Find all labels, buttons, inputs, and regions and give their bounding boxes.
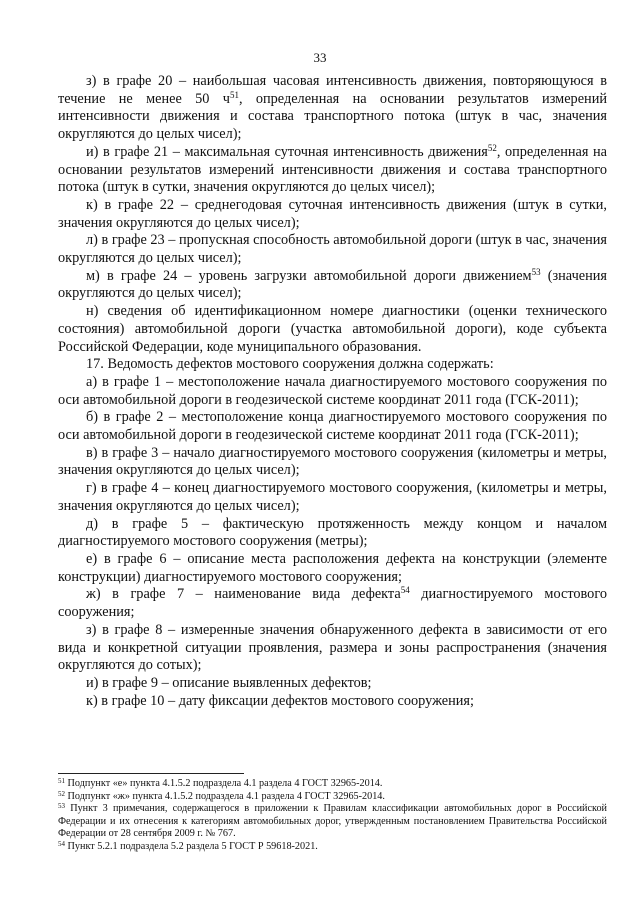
paragraph-a-grafa-1: а) в графе 1 – местоположение начала диагностируемого мостового сооружения по оси автомобильной дороги в геодезической системе координат 2011 года (ГСК-2011);	[58, 373, 607, 408]
paragraph-17-vedomost: 17. Ведомость дефектов мостового сооружения должна содержать:	[86, 356, 494, 373]
footnote-text: Подпункт «ж» пункта 4.1.5.2 подраздела 4.1 раздела 4 ГОСТ 32965-2014.	[65, 790, 385, 802]
footnote-54	[58, 841, 607, 854]
footnote-ref-53[interactable]: 53	[531, 266, 541, 277]
footnote-text: Пункт 5.2.1 подраздела 5.2 раздела 5 ГОСТ Р 59618-2021.	[65, 840, 318, 852]
footnote-52	[58, 791, 607, 804]
footnote-ref-52[interactable]: 52	[487, 142, 497, 153]
footnote-number: 53	[58, 802, 65, 811]
footnote-51	[58, 778, 607, 791]
paragraph-text-tail: диагностируемого мостового сооружения;	[58, 586, 607, 621]
footnote-text: Пункт 3 примечания, содержащегося в приложении к Правилам классификации автомобильных дорог в Российской Федерации и их отнесения к категориям автомобильных дорог, утвержденным постановлением Правительства Российской Федерации от 28 сентября 2009 г. № 767.	[58, 803, 607, 840]
paragraph-text: з) в графе 20 – наибольшая часовая интенсивность движения, повторяющуюся в течение не менее 50 ч	[58, 73, 607, 107]
paragraph-z-grafa-20	[58, 73, 607, 144]
footnote-ref-51[interactable]: 51	[229, 89, 239, 100]
paragraph-text-tail: (значения округляются до целых чисел);	[58, 267, 607, 302]
paragraph-d-grafa-5: д) в графе 5 – фактическую протяженность между концом и началом диагностируемого мостового сооружения (метры);	[58, 515, 607, 550]
paragraph-g-grafa-4: г) в графе 4 – конец диагностируемого мостового сооружения, (километры и метры, значения округляются до целых чисел);	[58, 480, 607, 514]
footnote-number: 54	[58, 839, 65, 848]
paragraph-text: и) в графе 21 – максимальная суточная интенсивность движения	[86, 143, 488, 160]
paragraph-text-tail: , определенная на основании результатов измерений интенсивности движения и состава транспортного потока (штук в сутки, значения округляются до целых чисел);	[58, 143, 607, 196]
paragraph-n-svedeniya: н) сведения об идентификационном номере диагностики (оценки технического состояния) автомобильной дороги (участка автомобильной дороги), коде субъекта Российской Федерации, коде муниципального образования.	[58, 303, 607, 355]
footnote-number: 52	[58, 789, 65, 798]
paragraph-text: м) в графе 24 – уровень загрузки автомобильной дороги движением	[86, 267, 532, 284]
footnotes	[58, 778, 607, 854]
page-number: 33	[313, 50, 327, 65]
paragraph-i-grafa-9: и) в графе 9 – описание выявленных дефектов;	[86, 674, 372, 691]
footnote-text: Подпункт «е» пункта 4.1.5.2 подраздела 4.1 раздела 4 ГОСТ 32965-2014.	[65, 778, 383, 789]
paragraph-zh-grafa-7	[58, 586, 607, 621]
paragraph-i-grafa-21	[58, 144, 607, 197]
footnote-ref-54[interactable]: 54	[400, 585, 410, 596]
document-body	[58, 73, 607, 710]
paragraph-text: ж) в графе 7 – наименование вида дефекта	[86, 586, 401, 603]
paragraph-v-grafa-3: в) в графе 3 – начало диагностируемого мостового сооружения (километры и метры, значения округляются до целых чисел);	[58, 444, 607, 479]
footnote-53	[58, 803, 607, 841]
paragraph-m-grafa-24	[58, 268, 607, 303]
paragraph-l-grafa-23: л) в графе 23 – пропускная способность автомобильной дороги (штук в час, значения округляются до целых чисел);	[58, 232, 607, 267]
paragraph-z-grafa-8: з) в графе 8 – измеренные значения обнаруженного дефекта в зависимости от его вида и конкретной ситуации проявления, размера и зоны распространения (значения округляются до сотых);	[58, 621, 607, 674]
paragraph-b-grafa-2: б) в графе 2 – местоположение конца диагностируемого мостового сооружения по оси автомобильной дороги в геодезической системе координат 2011 года (ГСК-2011);	[58, 409, 607, 444]
paragraph-k-grafa-10: к) в графе 10 – дату фиксации дефектов мостового сооружения;	[86, 692, 474, 709]
paragraph-k-grafa-22: к) в графе 22 – среднегодовая суточная интенсивность движения (штук в сутки, значения округляются до целых чисел);	[58, 196, 607, 231]
paragraph-text-tail: , определенная на основании результатов измерений интенсивности движения и состава транспортного потока (штук в час, значения округляются до целых чисел);	[58, 90, 607, 143]
footnote-separator	[58, 773, 244, 774]
footnote-number: 51	[58, 777, 65, 785]
paragraph-e-grafa-6: е) в графе 6 – описание места расположения дефекта на конструкции (элементе конструкции) диагностируемого мостового сооружения;	[58, 550, 607, 585]
